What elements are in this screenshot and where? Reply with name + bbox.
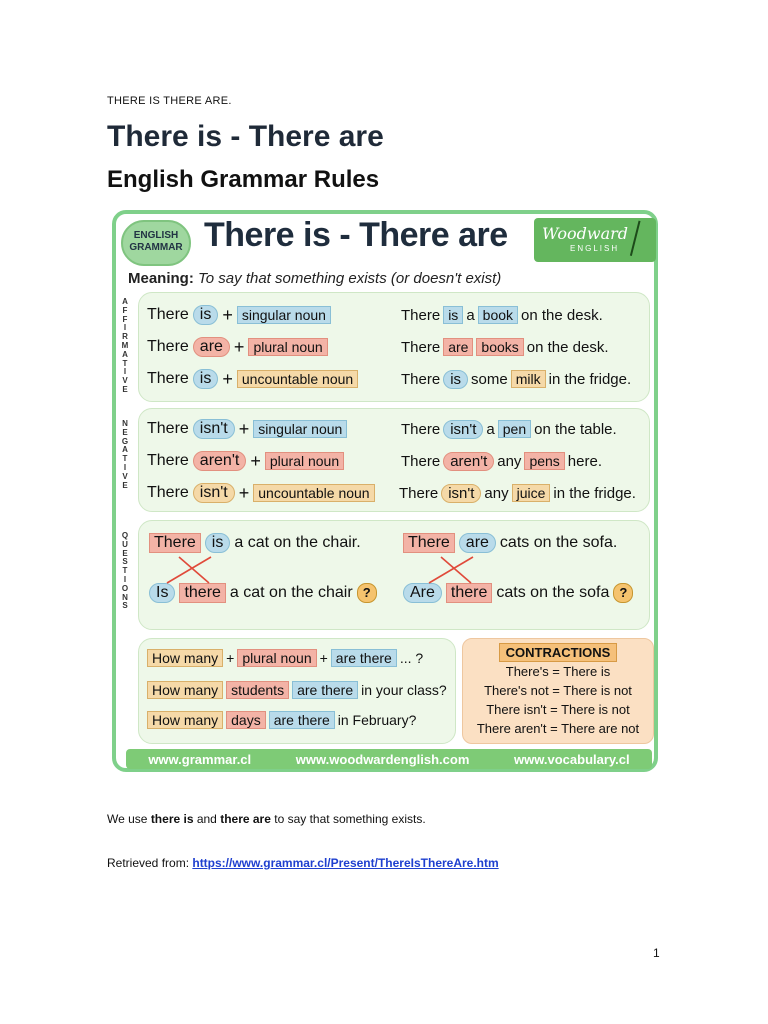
example-there: There (401, 306, 441, 324)
side-label-letter: F (122, 314, 128, 324)
contraction-line: There's not = There is not (484, 683, 632, 698)
logo-sub: ENGLISH (570, 244, 620, 253)
plus-sign: + (222, 368, 233, 389)
body-text (107, 812, 426, 826)
noun-box: plural noun (248, 338, 327, 356)
q-verb: are (459, 533, 496, 553)
verb-pill: isn't (193, 483, 235, 503)
side-label-letter: A (122, 349, 128, 359)
swap-arrows-icon (139, 521, 649, 629)
side-label-questions (120, 532, 130, 611)
page-number: 1 (653, 946, 660, 960)
rest: in February? (337, 712, 417, 728)
logo-brand: Woodward (542, 224, 628, 243)
body-bold-2: there are (220, 812, 271, 826)
example-noun: milk (511, 370, 546, 388)
example-there: There (399, 484, 439, 502)
q-rest: cats on the sofa (496, 584, 610, 601)
example-rest: on the desk. (526, 338, 609, 356)
poster-title: There is - There are (204, 216, 508, 254)
word-there: There (147, 484, 189, 501)
how-many-row (147, 649, 423, 667)
plus-sign: + (250, 450, 261, 471)
footer-url: www.woodwardenglish.com (295, 751, 470, 767)
body-suffix: to say that something exists. (270, 812, 426, 826)
side-label-letter: M (121, 340, 129, 350)
example-noun: pens (524, 452, 564, 470)
question-mark-icon: ? (357, 583, 377, 603)
verb-pill: aren't (193, 451, 247, 471)
example-rest: here. (567, 452, 602, 470)
negative-row (139, 479, 649, 507)
q-verb: Are (403, 583, 442, 603)
side-label-letter: F (122, 305, 128, 315)
noun-box: plural noun (265, 452, 344, 470)
retrieved-line (107, 856, 499, 870)
example-noun: juice (512, 484, 551, 502)
side-label-negative (120, 420, 130, 490)
how-many: How many (147, 681, 223, 699)
word-there: There (147, 338, 189, 355)
doc-title: There is - There are (107, 120, 384, 153)
plus-sign: + (233, 336, 245, 357)
are-there: are there (331, 649, 397, 667)
contractions-heading: CONTRACTIONS (499, 643, 618, 662)
verb-pill: is (193, 369, 219, 389)
q-there: there (179, 583, 225, 603)
side-label-letter: A (122, 297, 128, 306)
how-many-row (147, 681, 447, 699)
doc-subtitle: English Grammar Rules (107, 166, 380, 193)
example-rest: in the fridge. (548, 370, 632, 388)
footer-url: www.grammar.cl (148, 751, 252, 767)
affirmative-row (139, 365, 649, 393)
example-verb: is (443, 370, 468, 389)
example-noun: books (476, 338, 523, 356)
side-label-letter: Q (121, 531, 129, 540)
rest: in your class? (361, 682, 447, 698)
side-label-letter: E (122, 427, 128, 437)
body-prefix: We use (107, 812, 151, 826)
side-label-letter: I (123, 323, 127, 333)
example-noun: book (478, 306, 518, 324)
poster-footer (126, 749, 652, 769)
plus-sign: + (319, 650, 328, 666)
side-label-letter: N (122, 419, 128, 428)
side-label-letter: I (123, 367, 127, 377)
example-there: There (401, 338, 441, 356)
q-there: there (446, 583, 492, 603)
body-mid: and (193, 812, 221, 826)
retrieved-label: Retrieved from: (107, 856, 193, 870)
meaning-line (128, 270, 501, 287)
side-label-letter: T (122, 566, 128, 576)
q-verb: is (205, 533, 231, 553)
side-label-letter: E (122, 384, 128, 394)
how-many: How many (147, 711, 223, 729)
contractions-box (462, 638, 654, 744)
side-label-letter: T (122, 358, 128, 368)
negative-row (139, 415, 649, 443)
example-article: a (466, 306, 475, 324)
side-label-affirmative (120, 298, 130, 395)
side-label-letter: S (122, 601, 128, 611)
side-label-letter: T (122, 454, 128, 464)
word-there: There (147, 306, 189, 323)
side-label-letter: E (122, 480, 128, 490)
example-there: There (401, 420, 441, 438)
plural-noun: plural noun (237, 649, 316, 667)
plus-sign: + (238, 418, 250, 439)
word-there: There (147, 370, 189, 387)
side-label-letter: I (123, 462, 127, 472)
doc-small-title: THERE IS THERE ARE. (107, 95, 232, 107)
example-verb: are (443, 338, 473, 356)
word-there: There (147, 452, 189, 469)
q-there: There (403, 533, 455, 553)
q-rest: a cat on the chair. (234, 534, 361, 551)
contraction-line: There isn't = There is not (486, 702, 630, 717)
example-article: any (497, 452, 522, 470)
example-rest: in the fridge. (553, 484, 636, 502)
plus-sign: + (222, 304, 233, 325)
side-label-letter: A (122, 445, 128, 455)
affirmative-row (139, 333, 649, 361)
woodward-logo (534, 218, 656, 262)
contraction-line: There's = There is (505, 664, 611, 679)
badge-line2: GRAMMAR (129, 241, 183, 253)
example-verb: isn't (441, 484, 481, 503)
example-rest: on the desk. (521, 306, 603, 324)
source-link[interactable]: https://www.grammar.cl/Present/ThereIsThereAre.htm (192, 856, 499, 870)
how-many: How many (147, 649, 223, 667)
side-label-letter: U (122, 539, 128, 549)
side-label-letter: G (121, 436, 129, 446)
noun-box: uncountable noun (253, 484, 374, 502)
plus-sign: + (226, 650, 235, 666)
verb-pill: isn't (193, 419, 235, 439)
example-verb: is (443, 306, 463, 324)
side-label-letter: I (123, 574, 127, 584)
q-there: There (149, 533, 201, 553)
side-label-letter: V (122, 471, 128, 481)
negative-block (138, 408, 650, 512)
noun-box: singular noun (237, 306, 331, 324)
question-mark-icon: ? (613, 583, 633, 603)
side-label-letter: R (122, 332, 128, 342)
questions-block (138, 520, 650, 630)
example-verb: aren't (443, 452, 494, 471)
example-article: any (484, 484, 509, 502)
are-there: are there (269, 711, 335, 729)
side-label-letter: N (122, 592, 128, 602)
side-label-letter: O (121, 583, 129, 593)
example-there: There (401, 452, 441, 470)
body-bold-1: there is (150, 812, 194, 826)
fern-icon (630, 221, 654, 260)
example-noun: pen (498, 420, 531, 438)
example-rest: on the table. (534, 420, 617, 438)
meaning-text: To say that something exists (or doesn't exist) (193, 270, 502, 287)
noun: students (226, 681, 289, 699)
q-rest: cats on the sofa. (499, 534, 618, 551)
verb-pill: is (193, 305, 219, 325)
side-label-letter: E (122, 548, 128, 558)
ellipsis-question: ... ? (399, 650, 424, 666)
noun-box: uncountable noun (237, 370, 358, 388)
noun: days (226, 711, 266, 729)
example-there: There (401, 370, 441, 388)
are-there: are there (292, 681, 358, 699)
q-verb: Is (149, 583, 175, 603)
side-label-letter: S (122, 557, 128, 567)
grammar-poster (112, 210, 658, 772)
noun-box: singular noun (253, 420, 347, 438)
side-label-letter: V (122, 376, 128, 386)
meaning-label: Meaning: (128, 270, 194, 287)
example-verb: isn't (443, 420, 483, 439)
english-grammar-badge (121, 220, 191, 266)
verb-pill: are (193, 337, 230, 357)
affirmative-row (139, 301, 649, 329)
how-many-row (147, 711, 416, 729)
word-there: There (147, 420, 189, 437)
how-many-block (138, 638, 456, 744)
badge-line1: ENGLISH (133, 230, 179, 241)
negative-row (139, 447, 649, 475)
q-rest: a cat on the chair (229, 584, 353, 601)
affirmative-block (138, 292, 650, 402)
plus-sign: + (238, 482, 250, 503)
contraction-line: There aren't = There are not (476, 721, 640, 736)
example-article: a (486, 420, 495, 438)
footer-url: www.vocabulary.cl (514, 751, 630, 767)
example-article: some (471, 370, 508, 388)
